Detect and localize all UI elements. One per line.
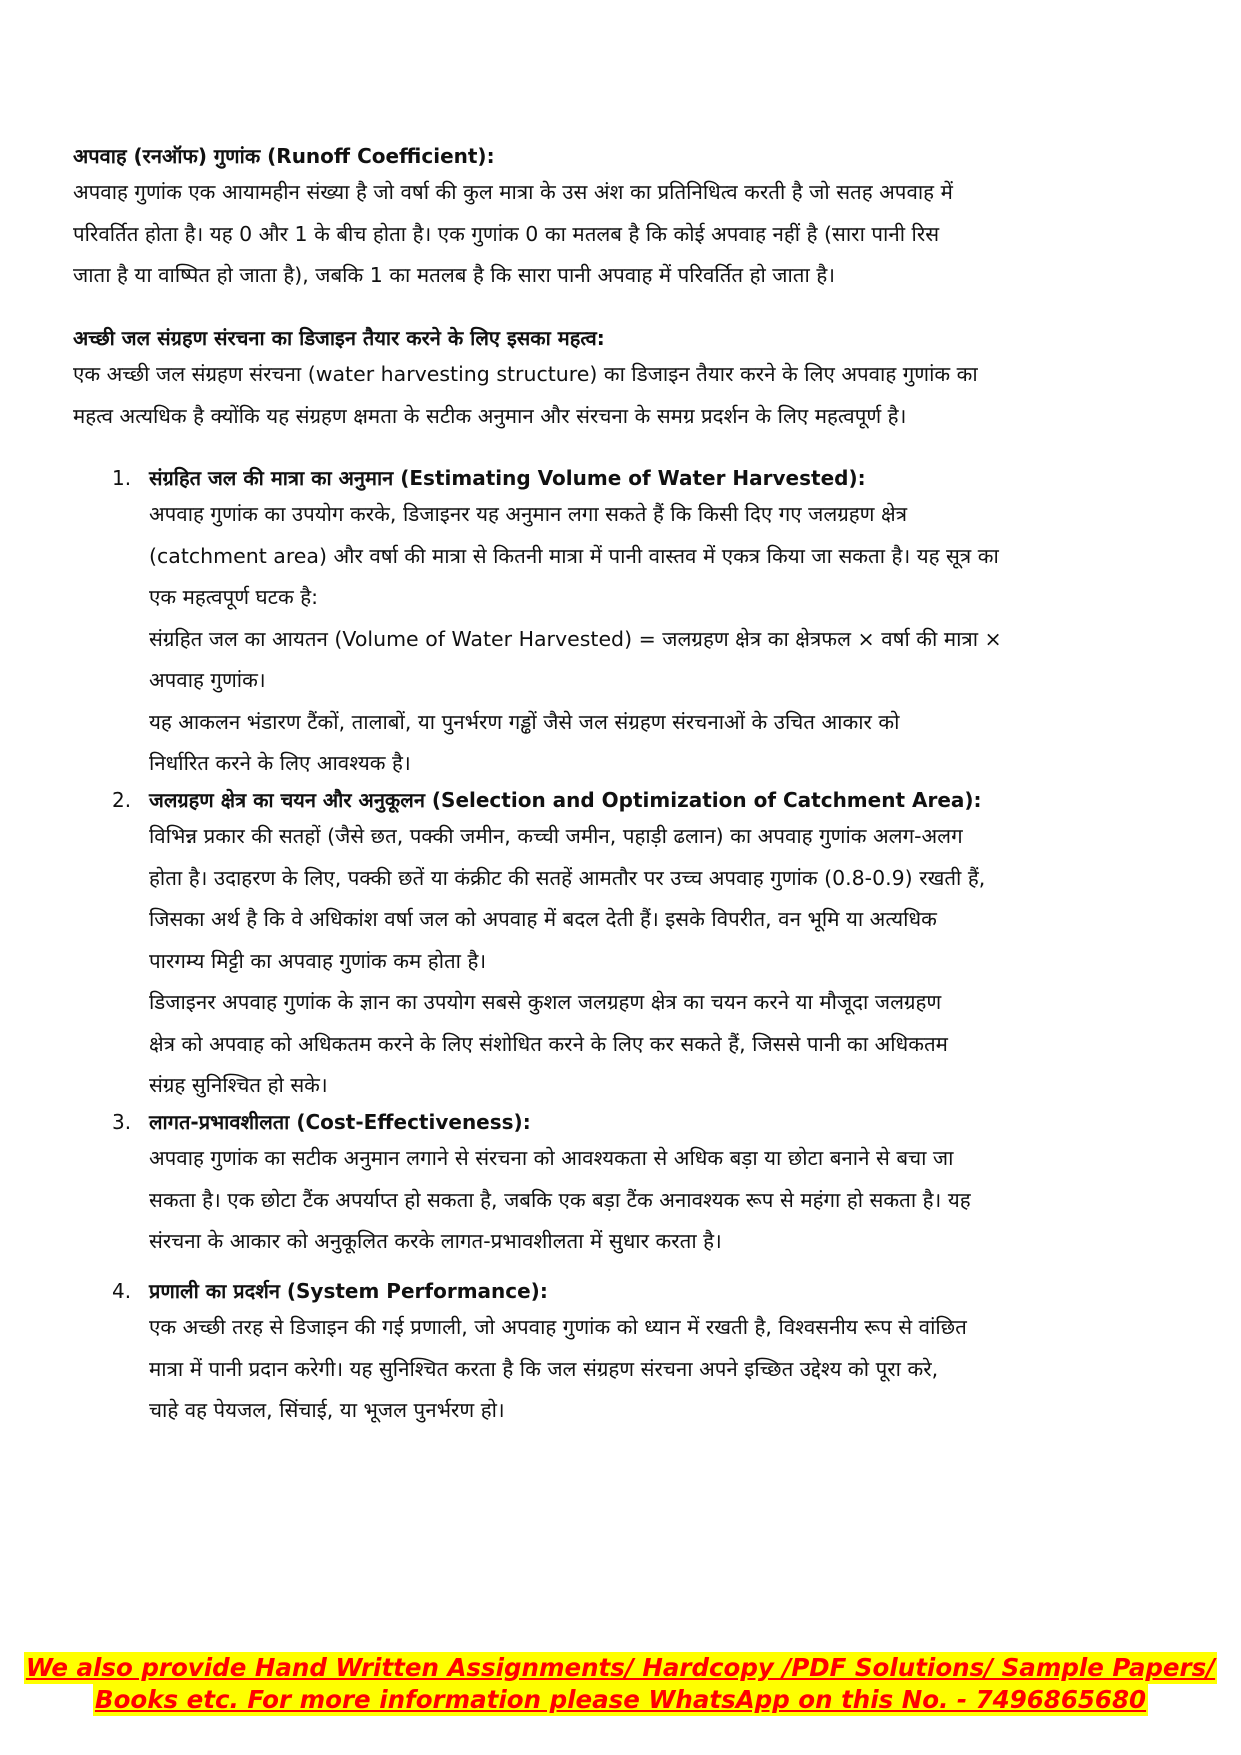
list-item-line: एक अच्छी तरह से डिजाइन की गई प्रणाली, जो अपवाह गुणांक को ध्यान में रखती है, विश्वसनीय रूप से वांछित: [149, 1315, 967, 1339]
paragraph-line: महत्व अत्यधिक है क्योंकि यह संग्रहण क्षमता के सटीक अनुमान और संरचना के समग्र प्रदर्शन के लिए महत्वपूर्ण है।: [73, 403, 907, 428]
list-item-line: सकता है। एक छोटा टैंक अपर्याप्त हो सकता है, जबकि एक बड़ा टैंक अनावश्यक रूप से महंगा हो सकता है। यह: [149, 1187, 971, 1212]
list-item-heading: संग्रहित जल की मात्रा का अनुमान (Estimating Volume of Water Harvested):: [149, 466, 866, 490]
list-item-line: निर्धारित करने के लिए आवश्यक है।: [149, 751, 411, 775]
section-runoff-coefficient: [73, 142, 1173, 297]
list-item-line: एक महत्वपूर्ण घटक है:: [149, 585, 319, 609]
footer-advertisement: [0, 1652, 1241, 1716]
footer-line-1: We also provide Hand Written Assignments/ Hardcopy /PDF Solutions/ Sample Papers/: [25, 1653, 1216, 1682]
list-item-line: संग्रह सुनिश्चित हो सके।: [149, 1073, 328, 1097]
list-item-line: अपवाह गुणांक का उपयोग करके, डिजाइनर यह अनुमान लगा सकते हैं कि किसी दिए गए जलग्रहण क्षेत्र: [149, 502, 908, 526]
list-item-line: अपवाह गुणांक।: [149, 668, 266, 692]
section-importance: [73, 324, 1173, 437]
list-item-number: 4.: [112, 1279, 132, 1303]
paragraph-line: अपवाह गुणांक एक आयामहीन संख्या है जो वर्षा की कुल मात्रा के उस अंश का प्रतिनिधित्व करती है जो सतह अपवाह में: [73, 180, 953, 204]
footer-line-2: Books etc. For more information please WhatsApp on this No. - 7496865680: [94, 1685, 1147, 1714]
list-item-heading: जलग्रहण क्षेत्र का चयन और अनुकूलन (Selection and Optimization of Catchment Area):: [149, 788, 982, 812]
list-item-line: संरचना के आकार को अनुकूलित करके लागत-प्रभावशीलता में सुधार करता है।: [149, 1229, 722, 1253]
paragraph-line: एक अच्छी जल संग्रहण संरचना (water harvesting structure) का डिजाइन तैयार करने के लिए अपवाह गुणांक का: [73, 362, 978, 386]
list-item-line: (catchment area) और वर्षा की मात्रा से कितनी मात्रा में पानी वास्तव में एकत्र किया जा सकता है। यह सूत्र का: [149, 543, 999, 568]
section-heading: अपवाह (रनऑफ) गुणांक (Runoff Coefficient):: [73, 144, 495, 168]
section-heading: अच्छी जल संग्रहण संरचना का डिजाइन तैयार करने के लिए इसका महत्व:: [73, 326, 605, 350]
list-item-line: क्षेत्र को अपवाह को अधिकतम करने के लिए संशोधित करने के लिए कर सकते हैं, जिससे पानी का अधिकतम: [149, 1031, 948, 1056]
list-item-heading: लागत-प्रभावशीलता (Cost-Effectiveness):: [149, 1110, 531, 1134]
list-item-line: विभिन्न प्रकार की सतहों (जैसे छत, पक्की जमीन, कच्ची जमीन, पहाड़ी ढलान) का अपवाह गुणांक अलग-अलग: [149, 824, 963, 848]
list-item-number: 2.: [112, 788, 132, 812]
list-item-line: डिजाइनर अपवाह गुणांक के ज्ञान का उपयोग सबसे कुशल जलग्रहण क्षेत्र का चयन करने या मौजूदा जलग्रहण: [149, 990, 942, 1014]
list-item-line: यह आकलन भंडारण टैंकों, तालाबों, या पुनर्भरण गड्ढों जैसे जल संग्रहण संरचनाओं के उचित आकार को: [149, 709, 900, 734]
list-item-heading: प्रणाली का प्रदर्शन (System Performance):: [149, 1279, 548, 1303]
list-item-line: चाहे वह पेयजल, सिंचाई, या भूजल पुनर्भरण हो।: [149, 1398, 505, 1422]
paragraph-line: परिवर्तित होता है। यह 0 और 1 के बीच होता है। एक गुणांक 0 का मतलब है कि कोई अपवाह नहीं है (सारा पानी रिस: [73, 221, 940, 246]
list-item-number: 1.: [112, 466, 132, 490]
list-item-line: पारगम्य मिट्टी का अपवाह गुणांक कम होता है।: [149, 948, 487, 973]
list-item-line: अपवाह गुणांक का सटीक अनुमान लगाने से संरचना को आवश्यकता से अधिक बड़ा या छोटा बनाने से बचा जा: [149, 1146, 954, 1170]
list-item-line: होता है। उदाहरण के लिए, पक्की छतें या कंक्रीट की सतहें आमतौर पर उच्च अपवाह गुणांक (0.8-0.9) रखती हैं,: [149, 865, 986, 890]
list-item-line: जिसका अर्थ है कि वे अधिकांश वर्षा जल को अपवाह में बदल देती हैं। इसके विपरीत, वन भूमि या अत्यधिक: [149, 907, 937, 931]
paragraph-line: जाता है या वाष्पित हो जाता है), जबकि 1 का मतलब है कि सारा पानी अपवाह में परिवर्तित हो जाता है।: [73, 263, 835, 287]
list-item-line: संग्रहित जल का आयतन (Volume of Water Harvested) = जलग्रहण क्षेत्र का क्षेत्रफल × वर्षा की मात्रा ×: [149, 626, 1002, 651]
list-item-line: मात्रा में पानी प्रदान करेगी। यह सुनिश्चित करता है कि जल संग्रहण संरचना अपने इच्छित उद्देश्य को पूरा करे,: [149, 1356, 939, 1381]
list-item-number: 3.: [112, 1110, 132, 1134]
